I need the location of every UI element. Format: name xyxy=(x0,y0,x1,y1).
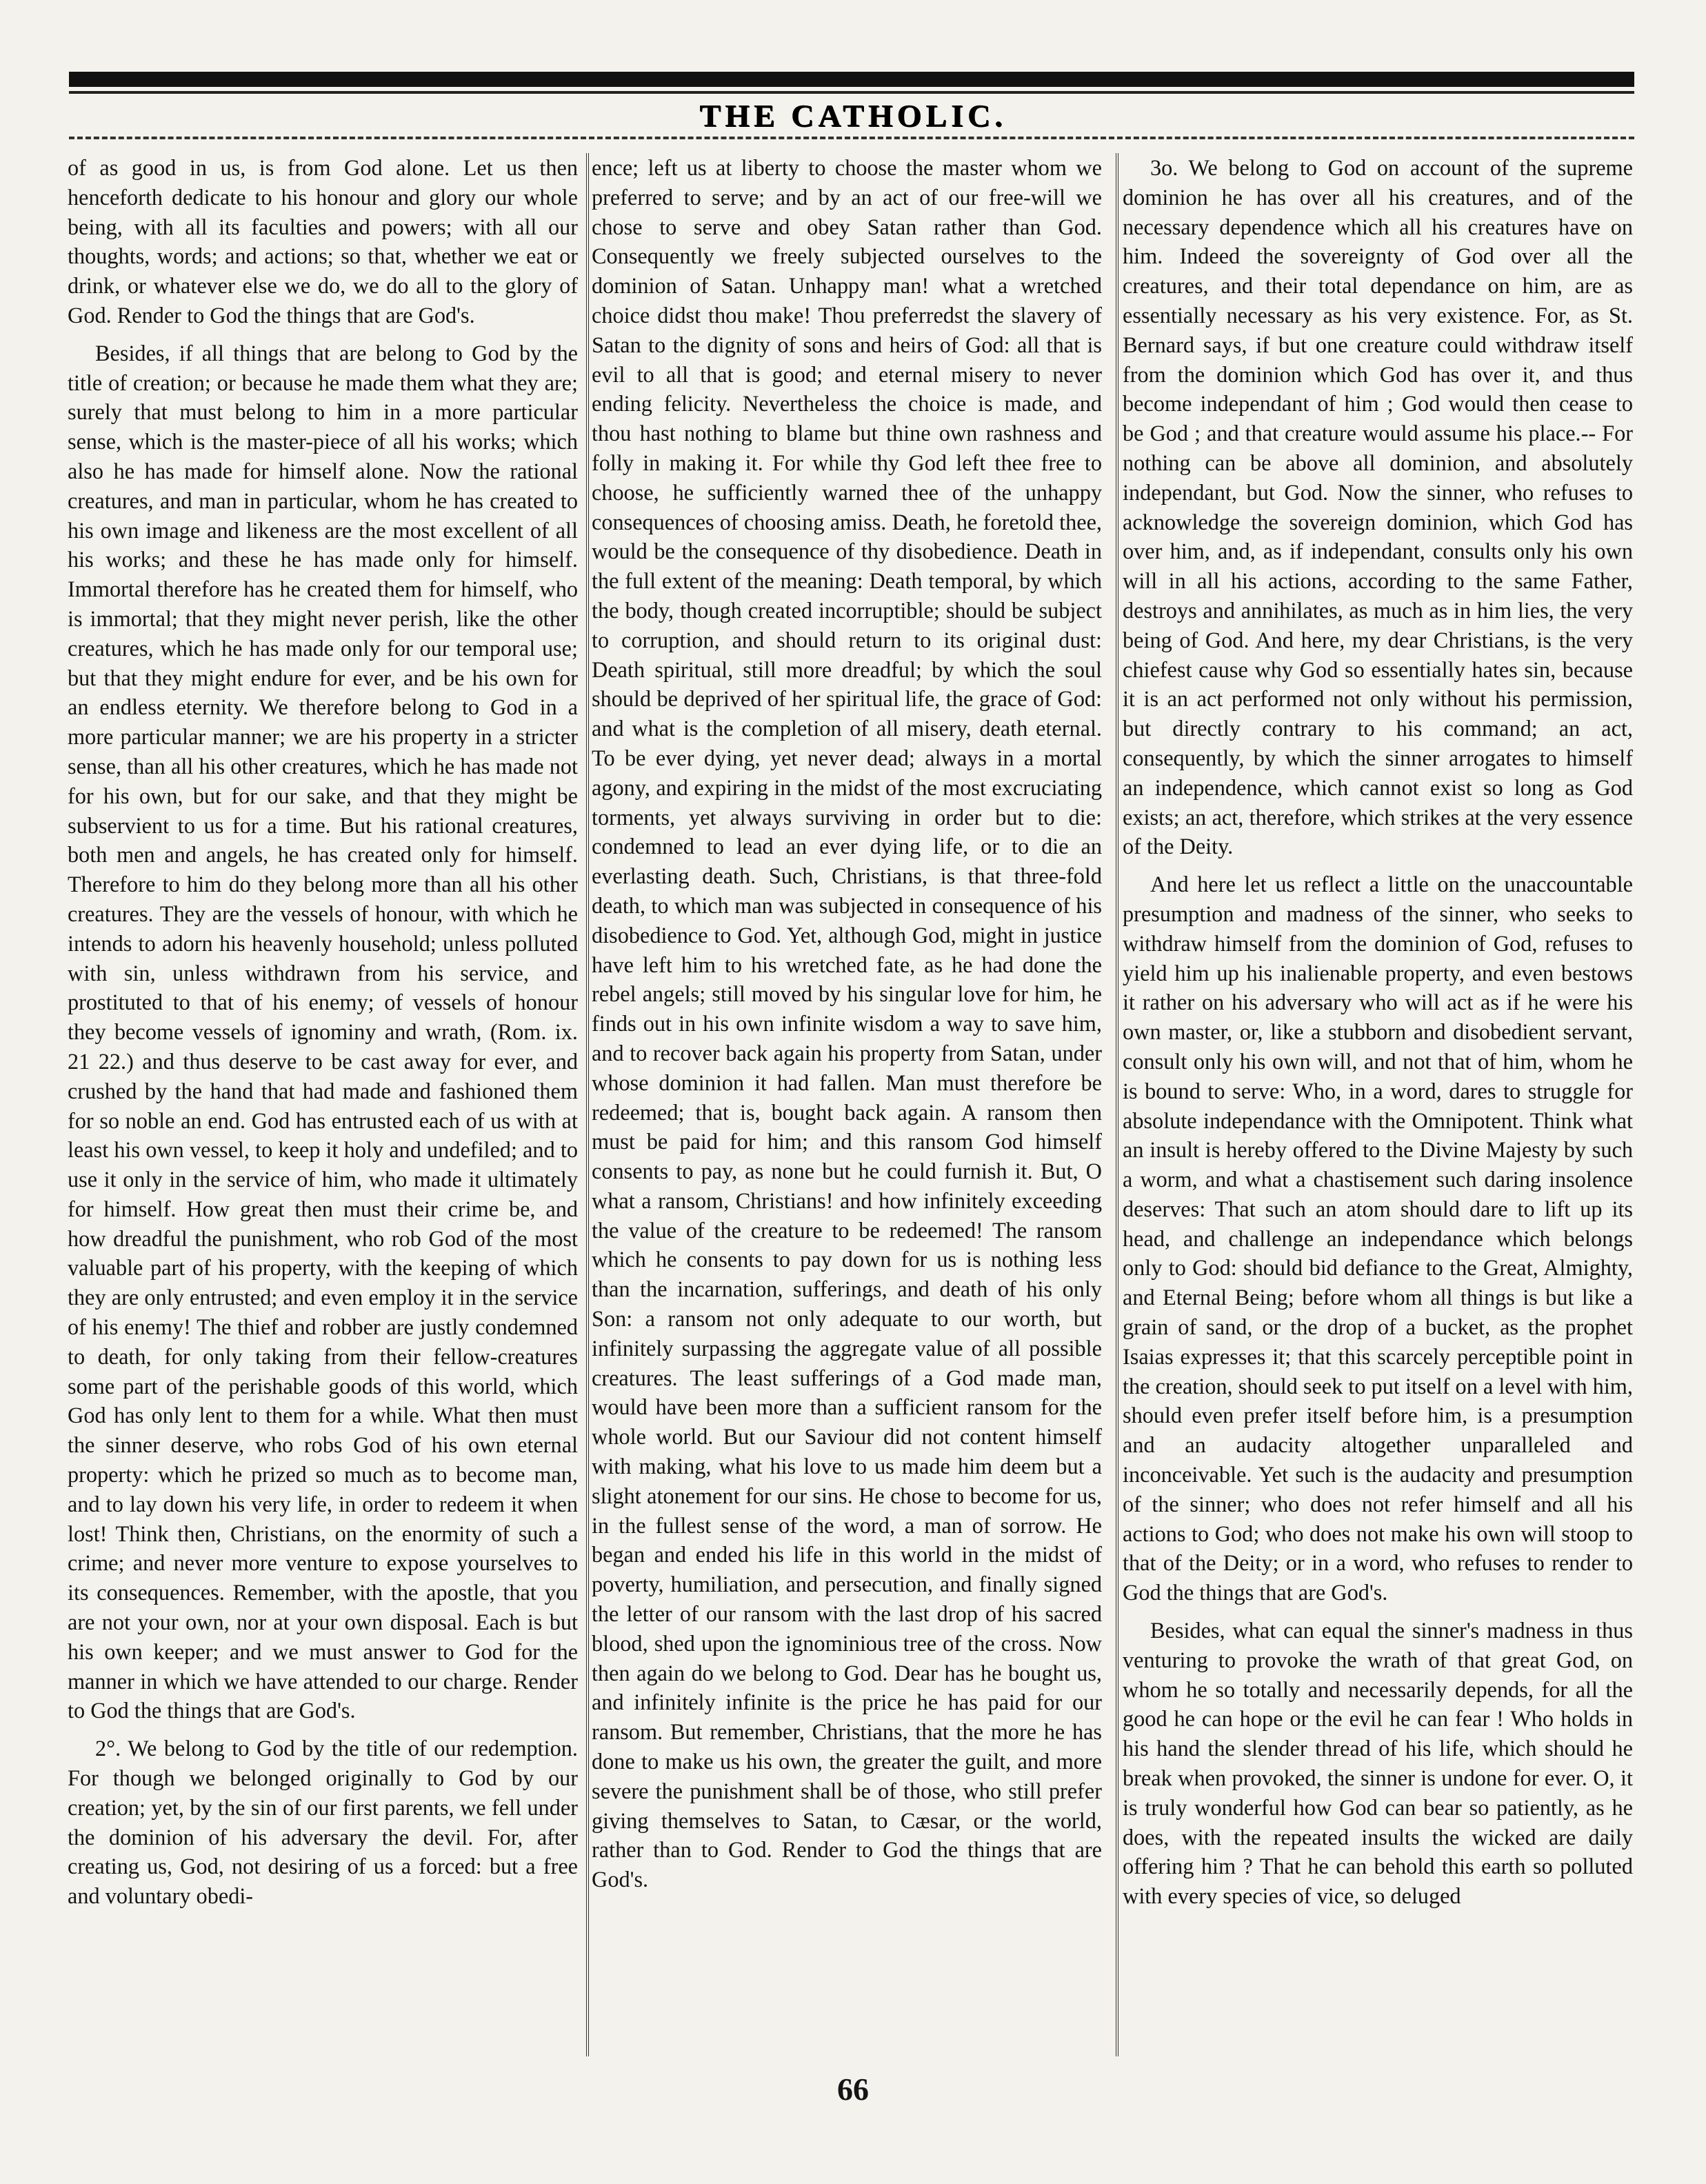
article-columns xyxy=(68,153,1633,2056)
masthead-title: THE CATHOLIC. xyxy=(699,98,1007,133)
masthead-rule-dashed xyxy=(69,137,1634,139)
masthead-rule-thick xyxy=(69,72,1634,87)
page-number: 66 xyxy=(837,2072,869,2107)
paragraph: 2°. We belong to God by the title of our redemption. For though we belonged originally to God by our creation; yet, by the sin of our first parents, we fell under the dominion of his adversary the devil. For, after creating us, God, not desiring of us a forced: but a free and voluntary obedi- xyxy=(68,1736,578,1909)
paragraph: ence; left us at liberty to choose the master whom we preferred to serve; and by an act of our free-will we chose to serve and obey Satan rather than God. Consequently we freely subjected ourselves to the dominion of Satan. Unhappy man! what a wretched choice didst thou make! Thou preferredst the slavery of Satan to the dignity of sons and heirs of God: all that is evil to all that is good; and eternal misery to never ending felicity. Nevertheless the choice is made, and thou hast nothing to blame but thine own rashness and folly in making it. For while thy God left thee free to choose, he sufficiently warned thee of the unhappy consequences of choosing amiss. Death, he foretold thee, would be the consequence of thy disobedience. Death in the full extent of the meaning: Death temporal, by which the body, though created incorruptible; should be subject to corruption, and should return to its original dust: Death spiritual, still more dreadful; by which the soul should be deprived of her spiritual life, the grace of God: and what is the completion of all misery, death eternal. To be ever dying, yet never dead; always in a mortal agony, and expiring in the midst of the most excruciating torments, yet always surviving in order but to die: condemned to lead an ever dying life, or to die an everlasting death. Such, Christians, is that three-fold death, to which man was subjected in consequence of his disobedience to God. Yet, although God, might in justice have left him to his wretched fate, as he had done the rebel angels; still moved by his singular love for him, he finds out in his own infinite wisdom a way to save him, and to recover back again his property from Satan, under whose dominion it had fallen. Man must therefore be redeemed; that is, bought back again. A ransom then must be paid for him; and this ransom God himself consents to pay, as none but he could furnish it. But, O what a ransom, Christians! and how infinitely exceeding the value of the creature to be redeemed! The ransom which he consents to pay down for us is nothing less than the incarnation, sufferings, and death of his only Son: a ransom not only adequate to our worth, but infinitely surpassing the aggregate value of all possible creatures. The least sufferings of a God made man, would have been more than a sufficient ransom for the whole world. But our Saviour did not content himself with making, what his love to us made him deem but a slight atonement for our sins. He chose to become for us, in the fullest sense of the word, a man of sorrow. He began and ended his life in this world in the midst of poverty, humiliation, and persecution, and finally signed the letter of our ransom with the last drop of his sacred blood, shed upon the ignominious tree of the cross. Now then again do we belong to God. Dear has he bought us, and infinitely infinite is the price he has paid for our ransom. But remember, Christians, that the more he has done to make us his own, the greater the guilt, and more severe the punishment shall be of those, who still prefer giving themselves to Satan, to Cæsar, or the world, rather than to God. Render to God the things that are God's. xyxy=(592,155,1102,1892)
paragraph: And here let us reflect a little on the unaccountable presumption and madness of the sinner, who seeks to withdraw himself from the dominion of God, refuses to yield him up his inalienable property, and even bestows it rather on his adversary who will act as if he were his own master, or, like a stubborn and disobedient servant, consult only his own will, and not that of him, whom he is bound to serve: Who, in a word, dares to struggle for absolute independance with the Omnipotent. Think what an insult is hereby offered to the Divine Majesty by such a worm, and what a chastisement such daring insolence deserves: That such an atom should dare to lift up its head, and challenge an independance which belongs only to God: should bid defiance to the Great, Almighty, and Eternal Being; before whom all things is but like a grain of sand, or the drop of a bucket, as the prophet Isaias expresses it; that this scarcely perceptible point in the creation, should seek to put itself on a level with him, should even prefer itself before him, is a presumption and an audacity altogether unparalleled and inconceivable. Yet such is the audacity and presumption of the sinner; who does not refer himself and all his actions to God; who does not make his own will stoop to that of the Deity; or in a word, who refuses to render to God the things that are God's. xyxy=(1123,872,1633,1605)
column-divider xyxy=(1116,153,1118,2056)
paragraph: Besides, what can equal the sinner's madness in thus venturing to provoke the wrath of that great God, on whom he so totally and necessarily depends, for all the good he can hope or the evil he can fear ! Who holds in his hand the slender thread of his life, which should he break when provoked, the sinner is undone for ever. O, it is truly wonderful how God can bear so patiently, as he does, with the repeated insults the wicked are daily offering him ? That he can behold this earth so polluted with every species of vice, so deluged xyxy=(1123,1618,1633,1909)
paragraph: Besides, if all things that are belong to God by the title of creation; or because he made them what they are; surely that must belong to him in a more particular sense, which is the master-piece of all his works; which also he has made for himself alone. Now the rational creatures, and man in particular, whom he has created to his own image and likeness are the most excellent of all his works; and these he has made only for himself. Immortal therefore has he created them for himself, who is immortal; that they might never perish, like the other creatures, which he has made only for our temporal use; but that they might endure for ever, and be his own for an endless eternity. We therefore belong to God in a more particular manner; we are his property in a stricter sense, than all his other creatures, which he has made not for his own, but for our sake, and that they might be subservient to us for a time. But his rational creatures, both men and angels, he has created only for himself. Therefore to him do they belong more than all his other creatures. They are the vessels of honour, with which he intends to adorn his heavenly household; unless polluted with sin, unless withdrawn from his service, and prostituted to that of his enemy; of vessels of honour they become vessels of ignominy and wrath, (Rom. ix. 21 22.) and thus deserve to be cast away for ever, and crushed by the hand that had made and fashioned them for so noble an end. God has entrusted each of us with at least his own vessel, to keep it holy and undefiled; and to use it only in the service of him, who made it ultimately for himself. How great then must their crime be, and how dreadful the punishment, who rob God of the most valuable part of his property, with the keeping of which they are only entrusted; and even employ it in the service of his enemy! The thief and robber are justly condemned to death, for only taking from their fellow-creatures some part of the perishable goods of this world, which God has only lent to them for a while. What then must the sinner deserve, who robs God of his own eternal property: which he prized so much as to become man, and to lay down his very life, in order to redeem it when lost! Think then, Christians, on the enormity of such a crime; and never more venture to expose yourselves to its consequences. Remember, with the apostle, that you are not your own, nor at your own disposal. Each is but his own keeper; and we must answer to God for the manner in which we have attended to our charge. Render to God the things that are God's. xyxy=(68,340,578,1723)
paragraph: of as good in us, is from God alone. Let us then henceforth dedicate to his honour and glory our whole being, with all its faculties and powers; with all our thoughts, words; and actions; so that, whether we eat or drink, or whatever else we do, we do all to the glory of God. Render to God the things that are God's. xyxy=(68,155,578,328)
column-1 xyxy=(68,153,578,2056)
paragraph: 3o. We belong to God on account of the supreme dominion he has over all his creatures, and of the necessary dependence which all his creatures have on him. Indeed the sovereignty of God over all the creatures, and their total dependance on him, are as essentially necessary as his very existence. For, as St. Bernard says, if but one creature could withdraw itself from the dominion which God has over it, and thus become independant of him ; God would then cease to be God ; and that creature would assume his place.-- For nothing can be above all dominion, and absolutely independant, but God. Now the sinner, who refuses to acknowledge the sovereign dominion, which God has over him, and, as if independant, consults only his own will in all his actions, according to the same Father, destroys and annihilates, as much as in him lies, the very being of God. And here, my dear Christians, is the very chiefest cause why God so essentially hates sin, because it is an act performed not only without his permission, but directly contrary to his command; an act, consequently, by which the sinner arrogates to himself an independence, which cannot exist so long as God exists; an act, therefore, which strikes at the very essence of the Deity. xyxy=(1123,155,1633,859)
column-3 xyxy=(1123,153,1633,2056)
column-divider xyxy=(586,153,589,2056)
column-2 xyxy=(592,153,1102,2056)
